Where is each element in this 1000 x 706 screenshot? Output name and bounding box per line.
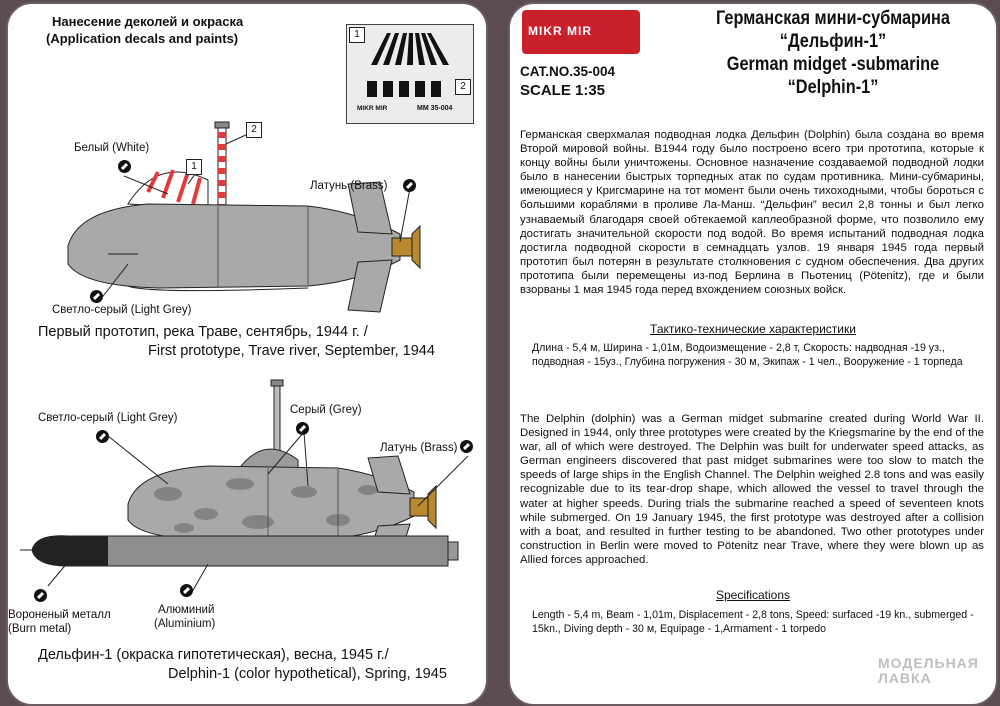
brass-2-paint-icon — [460, 440, 473, 453]
specs-en: Length - 5,4 m, Beam - 1,01m, Displacement - 2,8 tons, Speed: surfaced -19 kn., submerged - 15kn., Diving depth - 30 м, Equipage - 1,Armament - 1 torpedo — [532, 609, 974, 635]
burn-metal-paint-icon — [34, 589, 47, 602]
specs-en-title: Specifications — [715, 588, 791, 602]
painting-header-ru: Нанесение деколей и окраска — [52, 14, 244, 29]
decal-tab-1: 1 — [349, 27, 365, 43]
scale: SCALE 1:35 — [520, 82, 606, 99]
decal-tab-2: 2 — [455, 79, 471, 95]
label-grey: Серый (Grey) — [290, 404, 362, 416]
title-line-3: German midget -submarine — [726, 54, 940, 75]
caption-1-en: First prototype, Trave river, September, 1944 — [148, 343, 435, 359]
catalog-number: CAT.NO.35-004 — [520, 64, 616, 79]
title-line-1: Германская мини-субмарина — [715, 8, 951, 29]
watermark-line-1: МОДЕЛЬНАЯ — [878, 655, 979, 671]
caption-2-en: Delphin-1 (color hypothetical), Spring, 1945 — [168, 666, 447, 682]
label-light-grey-2: Светло-серый (Light Grey) — [38, 412, 178, 424]
decal-code: MM 35-004 — [417, 105, 453, 112]
label-burn-en: (Burn metal) — [8, 623, 72, 635]
label-white: Белый (White) — [74, 142, 150, 154]
label-brass-2: Латунь (Brass) — [380, 442, 458, 454]
title-line-2: “Дельфин-1” — [779, 31, 887, 52]
painting-guide-card — [6, 2, 488, 706]
watermark-line-2: ЛАВКА — [878, 670, 932, 686]
specs-ru-title: Тактико-технические характеристики — [650, 322, 856, 336]
title-line-4: “Delphin-1” — [787, 77, 879, 98]
label-alu-en: (Aluminium) — [154, 618, 216, 630]
description-ru: Германская сверхмалая подводная лодка Дельфин (Dolphin) была создана во время Второй мировой войны. В1944 году было построено всего три прототипа, которые к концу войны были уничтожены. Основное назначение создаваемой подводной лодки было в нанесении быстрых торпедных атак по судам противника. Мини-субмарины, имеющиеся у Кригсмарине на тот момент были очень тихоходными, чтобы бороться с большими кораблями в проливе Ла-Манш. “Дельфин” весил 2,8 тонны и был легко узнаваемый благодаря своей обтекаемой каплеобразной форме, что позволило ему достигать значительной скорости под водой. Во время испытаний подводная лодка достигла подводной скорости в семнадцать узлов. 19 января 1945 года первый прототип был потерян в результате столкновения с судном обеспечения. Два других прототипа были перемещены из-под Берлина в Пьотениц (Pötenitz), где и были взорваны 1 мая 1945 года перед вхождением союзных войск. — [520, 129, 984, 297]
label-brass-1: Латунь (Brass) — [310, 180, 388, 192]
callout-2: 2 — [246, 122, 262, 138]
label-light-grey-1: Светло-серый (Light Grey) — [52, 304, 192, 316]
caption-1-ru: Первый прототип, река Траве, сентябрь, 1944 г. / — [38, 324, 368, 340]
specs-ru: Длина - 5,4 м, Ширина - 1,01м, Водоизмещение - 2,8 т, Скорость: надводная -19 уз., подводная - 15уз., Глубина погружения - 30 м, Экипаж - 1 чел., Вооружение - 1 торпеда — [532, 342, 963, 368]
callout-1: 1 — [186, 159, 202, 175]
grey-paint-icon — [296, 422, 309, 435]
white-paint-icon — [118, 160, 131, 173]
aluminium-paint-icon — [180, 584, 193, 597]
light-grey-paint-icon — [90, 290, 103, 303]
decal-sheet — [346, 24, 474, 124]
painting-header-en: (Application decals and paints) — [46, 31, 239, 46]
caption-2-ru: Дельфин-1 (окраска гипотетическая), весна, 1945 г./ — [38, 647, 389, 663]
description-en: The Delphin (dolphin) was a German midget submarine created during World War II. Designed in 1944, only three prototypes were created by the Kriegsmarine by the end of the war, all of which were destroyed. The Delphin was built for underwater speed attacks, as German engineers discovered that past midget submarines were too slow to match the speeds of large ships in the English Channel. The Delphin weighed 2.8 tons and was easily recognizable due to its tear-drop shape, which allowed the vessel to travel through the water at higher speeds. During trials the submarine reached a speed of seventeen knots while submerged. On 19 January 1945, the first prototype was destroyed after a collision with a boat, and resulted in further testing to be abandoned. Two other prototypes under construction in Berlin were moved to Pötenitz near Trave, where they were blown up as Allied forces approached. — [520, 413, 984, 566]
label-burn-ru: Вороненый металл — [8, 609, 111, 621]
brass-paint-icon — [403, 179, 416, 192]
decal-brand: MIKR MIR — [357, 105, 388, 112]
light-grey-2-paint-icon — [96, 430, 109, 443]
brand-logo — [522, 10, 640, 54]
label-alu-ru: Алюминий — [158, 604, 215, 616]
watermark — [878, 656, 979, 686]
instructions-card — [508, 2, 998, 706]
submarine-2-drawing — [8, 374, 486, 604]
brand-logo-text: MIKR MIR — [528, 24, 592, 38]
